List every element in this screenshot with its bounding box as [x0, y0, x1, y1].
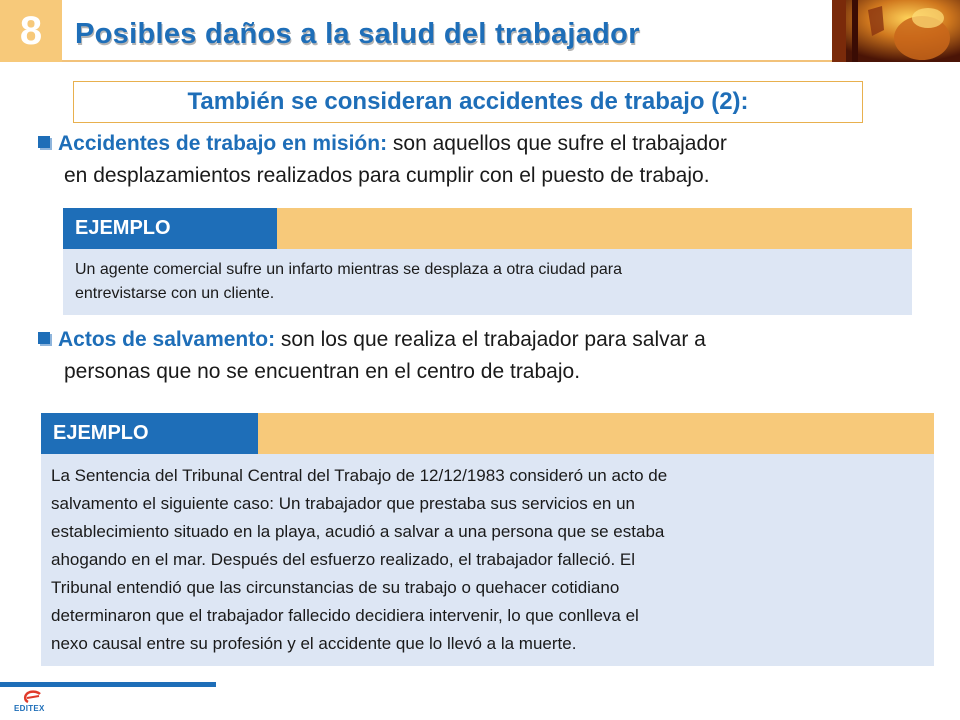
example-text-line: ahogando en el mar. Después del esfuerzo realizado, el trabajador falleció. El: [51, 550, 636, 569]
chapter-number: 8: [19, 8, 43, 53]
bullet-text: son aquellos que sufre el trabajador: [387, 132, 727, 155]
example-header-fill: [258, 413, 934, 454]
example-text-line: Tribunal entendió que las circunstancias de su trabajo o quehacer cotidiano: [51, 578, 620, 597]
example-text-line: salvamento el siguiente caso: Un trabajador que prestaba sus servicios en un: [51, 494, 636, 513]
example-box: [63, 249, 912, 315]
footer-divider: [0, 682, 216, 687]
example-text-line: establecimiento situado en la playa, acudió a salvar a una persona que se estaba: [51, 522, 665, 541]
page-title: Posibles daños a la salud del trabajador: [75, 18, 640, 50]
logo-text: EDITEX: [14, 704, 45, 713]
header-photo: [832, 0, 960, 62]
example-text-line: Un agente comercial sufre un infarto mientras se desplaza a otra ciudad para: [75, 261, 622, 278]
example-header: [63, 208, 912, 249]
example-text-line: determinaron que el trabajador fallecido decidiera intervenir, lo que conlleva el: [51, 606, 639, 625]
subtitle-box: [73, 81, 863, 123]
example-text-line: La Sentencia del Tribunal Central del Trabajo de 12/12/1983 consideró un acto de: [51, 466, 668, 485]
bullet-actos-salvamento: [38, 324, 938, 388]
example-box: [41, 454, 934, 666]
subtitle: También se consideran accidentes de trabajo (2):: [187, 88, 749, 115]
editex-logo: [14, 690, 54, 716]
example-label: EJEMPLO: [63, 208, 277, 249]
example-label: EJEMPLO: [41, 413, 258, 454]
bullet-lead: Accidentes de trabajo en misión:: [58, 132, 388, 155]
bullet-text-continued: personas que no se encuentran en el centro de trabajo.: [64, 360, 581, 383]
example-header-fill: [277, 208, 912, 249]
chapter-badge: [0, 0, 62, 62]
bullet-square-icon: [38, 136, 50, 148]
header-divider: [62, 60, 832, 62]
editex-logo-icon: [14, 690, 54, 704]
example-header: [41, 413, 934, 454]
example-text-line: entrevistarse con un cliente.: [75, 285, 275, 302]
bullet-square-icon: [38, 332, 50, 344]
bullet-accidentes-mision: [38, 128, 938, 192]
example-text-line: nexo causal entre su profesión y el accidente que lo llevó a la muerte.: [51, 634, 577, 653]
bullet-text-continued: en desplazamientos realizados para cumplir con el puesto de trabajo.: [64, 164, 710, 187]
bullet-lead: Actos de salvamento:: [58, 328, 276, 351]
bullet-text: son los que realiza el trabajador para salvar a: [275, 328, 706, 351]
